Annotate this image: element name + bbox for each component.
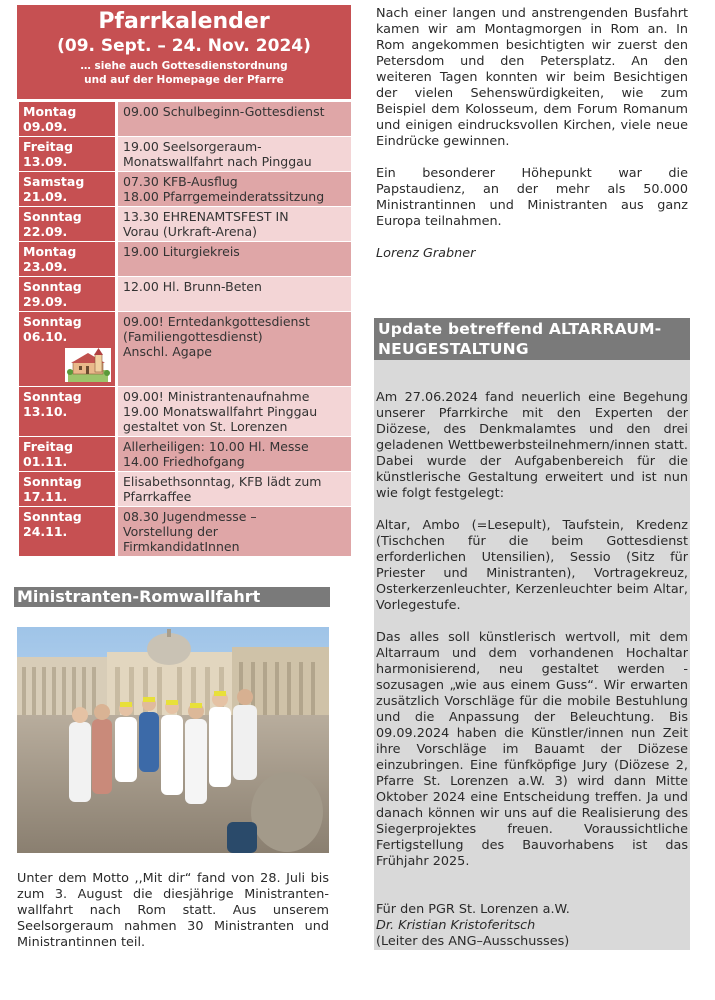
calendar-day-cell: Freitag 01.11. <box>17 437 115 471</box>
rom-author: Lorenz Grabner <box>376 246 476 261</box>
calendar-row <box>17 137 351 171</box>
calendar-row <box>17 172 351 206</box>
calendar-header <box>17 5 351 99</box>
calendar-row <box>17 207 351 241</box>
calendar-row <box>17 312 351 386</box>
calendar-day-cell: Sonntag 29.09. <box>17 277 115 311</box>
calendar-event-cell: 19.00 Seelsorgeraum- Monatswallfahrt nach Pinggau <box>115 137 351 171</box>
calendar-event-cell: 07.30 KFB-Ausflug 18.00 Pfarrgemeinderatssitzung <box>115 172 351 206</box>
group-photo-st-peters-square <box>17 627 329 853</box>
calendar-event-cell: 09.00! Erntedankgottesdienst (Familiengottesdienst) Anschl. Agape <box>115 312 351 386</box>
calendar-row <box>17 102 351 136</box>
calendar-title: Pfarrkalender <box>98 9 270 34</box>
calendar-row <box>17 472 351 506</box>
update-signature <box>376 902 688 950</box>
update-paragraph-2: Altar, Ambo (=Lesepult), Taufstein, Kredenz (Tischchen für die beim Gottesdienst erforderlichen Utensilien), Sessio (Sitz für Priester und Ministranten), Vortragekreuz, Osterkerzenleuchter, Kerzenleuchter beim Altar, Vorlegestufe. <box>376 518 688 613</box>
calendar-day-cell: Sonntag 22.09. <box>17 207 115 241</box>
calendar-day-cell: Montag 09.09. <box>17 102 115 136</box>
calendar-day-cell: Samstag 21.09. <box>17 172 115 206</box>
calendar-row <box>17 277 351 311</box>
calendar-row <box>17 507 351 556</box>
update-paragraph-3: Das alles soll künstlerisch wertvoll, mit dem Altarraum und dem vorhandenen Hochaltar harmonisierend, neu gestaltet werden - sozusagen „wie aus einem Guss“. Wir erwarten zusätzlich Vorschläge für die mobile Bestuhlung und die Anpassung der Beleuchtung. Bis 09.09.2024 haben die Künstler/innen nun Zeit ihre Vorschläge im Bauamt der Diözese einzubringen. Eine fünfköpfige Jury (Diözese 2, Pfarre St. Lorenzen a.W. 3) wird dann Mitte Oktober 2024 eine Entscheidung treffen. Ja und danach können wir uns auf die Realisierung des Siegerprojektes freuen. Voraussichtliche Fertigstellung des Bauvorhabens ist das Frühjahr 2025. <box>376 630 688 869</box>
calendar-event-cell: 09.00! Ministrantenaufnahme 19.00 Monatswallfahrt Pinggau gestaltet von St. Lorenzen <box>115 387 351 436</box>
calendar-note-line2: und auf der Homepage der Pfarre <box>84 74 284 86</box>
calendar-row <box>17 242 351 276</box>
signature-role: (Leiter des ANG–Ausschusses) <box>376 934 570 949</box>
calendar-event-cell: Allerheiligen: 10.00 Hl. Messe 14.00 Friedhofgang <box>115 437 351 471</box>
update-title-line2: NEUGESTALTUNG <box>378 340 529 358</box>
rom-paragraph-1: Nach einer langen und anstrengenden Busfahrt kamen wir am Montagmorgen in Rom an. In Rom angekommen besichtigten wir zuerst den Petersdom und den Petersplatz. An den weiteren Tagen konnten wir beim Besichtigen der vielen Sehenswürdigkeiten, wie zum Beispiel dem Kolosseum, dem Forum Romanum und einigen eindrucksvollen Kirchen, viele neue Eindrücke gewinnen. <box>376 6 688 149</box>
update-body <box>376 390 688 950</box>
calendar-day-cell: Sonntag 17.11. <box>17 472 115 506</box>
calendar-event-cell: 09.00 Schulbeginn-Gottesdienst <box>115 102 351 136</box>
update-title-line1: Update betreffend ALTARRAUM- <box>378 320 662 338</box>
calendar-event-cell: 08.30 Jugendmesse – Vorstellung der FirmkandidatInnen <box>115 507 351 556</box>
calendar-row <box>17 387 351 436</box>
calendar-event-cell: 13.30 EHRENAMTSFEST IN Vorau (Urkraft-Arena) <box>115 207 351 241</box>
update-section-title <box>374 318 690 360</box>
rom-paragraph-2: Ein besonderer Höhepunkt war die Papstaudienz, an der mehr als 50.000 Ministrantinnen und Ministranten aus ganz Europa teilnahmen. <box>376 166 688 229</box>
calendar-event-cell: Elisabethsonntag, KFB lädt zum Pfarrkaffee <box>115 472 351 506</box>
church-illustration-icon <box>65 348 111 382</box>
calendar-event-cell: 19.00 Liturgiekreis <box>115 242 351 276</box>
update-paragraph-1: Am 27.06.2024 fand neuerlich eine Begehung unserer Pfarrkirche mit den Experten der Diözese, des Denkmalamtes und den drei geladenen Wettbewerbsteilnehmern/innen statt. Dabei wurde der Aufgabenbereich für die künstlerische Gestaltung erweitert und ist nun wie folgt festgelegt: <box>376 390 688 501</box>
calendar-table <box>17 101 351 557</box>
calendar-event-cell: 12.00 Hl. Brunn-Beten <box>115 277 351 311</box>
calendar-row <box>17 437 351 471</box>
rom-article <box>376 6 688 278</box>
calendar-day-cell: Sonntag 06.10. <box>17 312 115 386</box>
calendar-subtitle: (09. Sept. – 24. Nov. 2024) <box>57 36 311 56</box>
signature-line-1: Für den PGR St. Lorenzen a.W. <box>376 902 570 917</box>
calendar-day-cell: Montag 23.09. <box>17 242 115 276</box>
calendar-day-cell: Freitag 13.09. <box>17 137 115 171</box>
calendar-day-cell: Sonntag 13.10. <box>17 387 115 436</box>
calendar-day-cell: Sonntag 24.11. <box>17 507 115 556</box>
ministranten-section-title: Ministranten-Romwallfahrt <box>14 587 330 607</box>
calendar-note-line1: … siehe auch Gottesdienstordnung <box>80 60 288 72</box>
ministranten-paragraph: Unter dem Motto ,,Mit dir“ fand von 28. Juli bis zum 3. August die diesjährige Ministranten-wallfahrt nach Rom statt. Aus unserem Seelsorgeraum nahmen 30 Ministranten und Ministrantinnen teil. <box>17 871 329 950</box>
signature-name: Dr. Kristian Kristoferitsch <box>376 918 536 933</box>
